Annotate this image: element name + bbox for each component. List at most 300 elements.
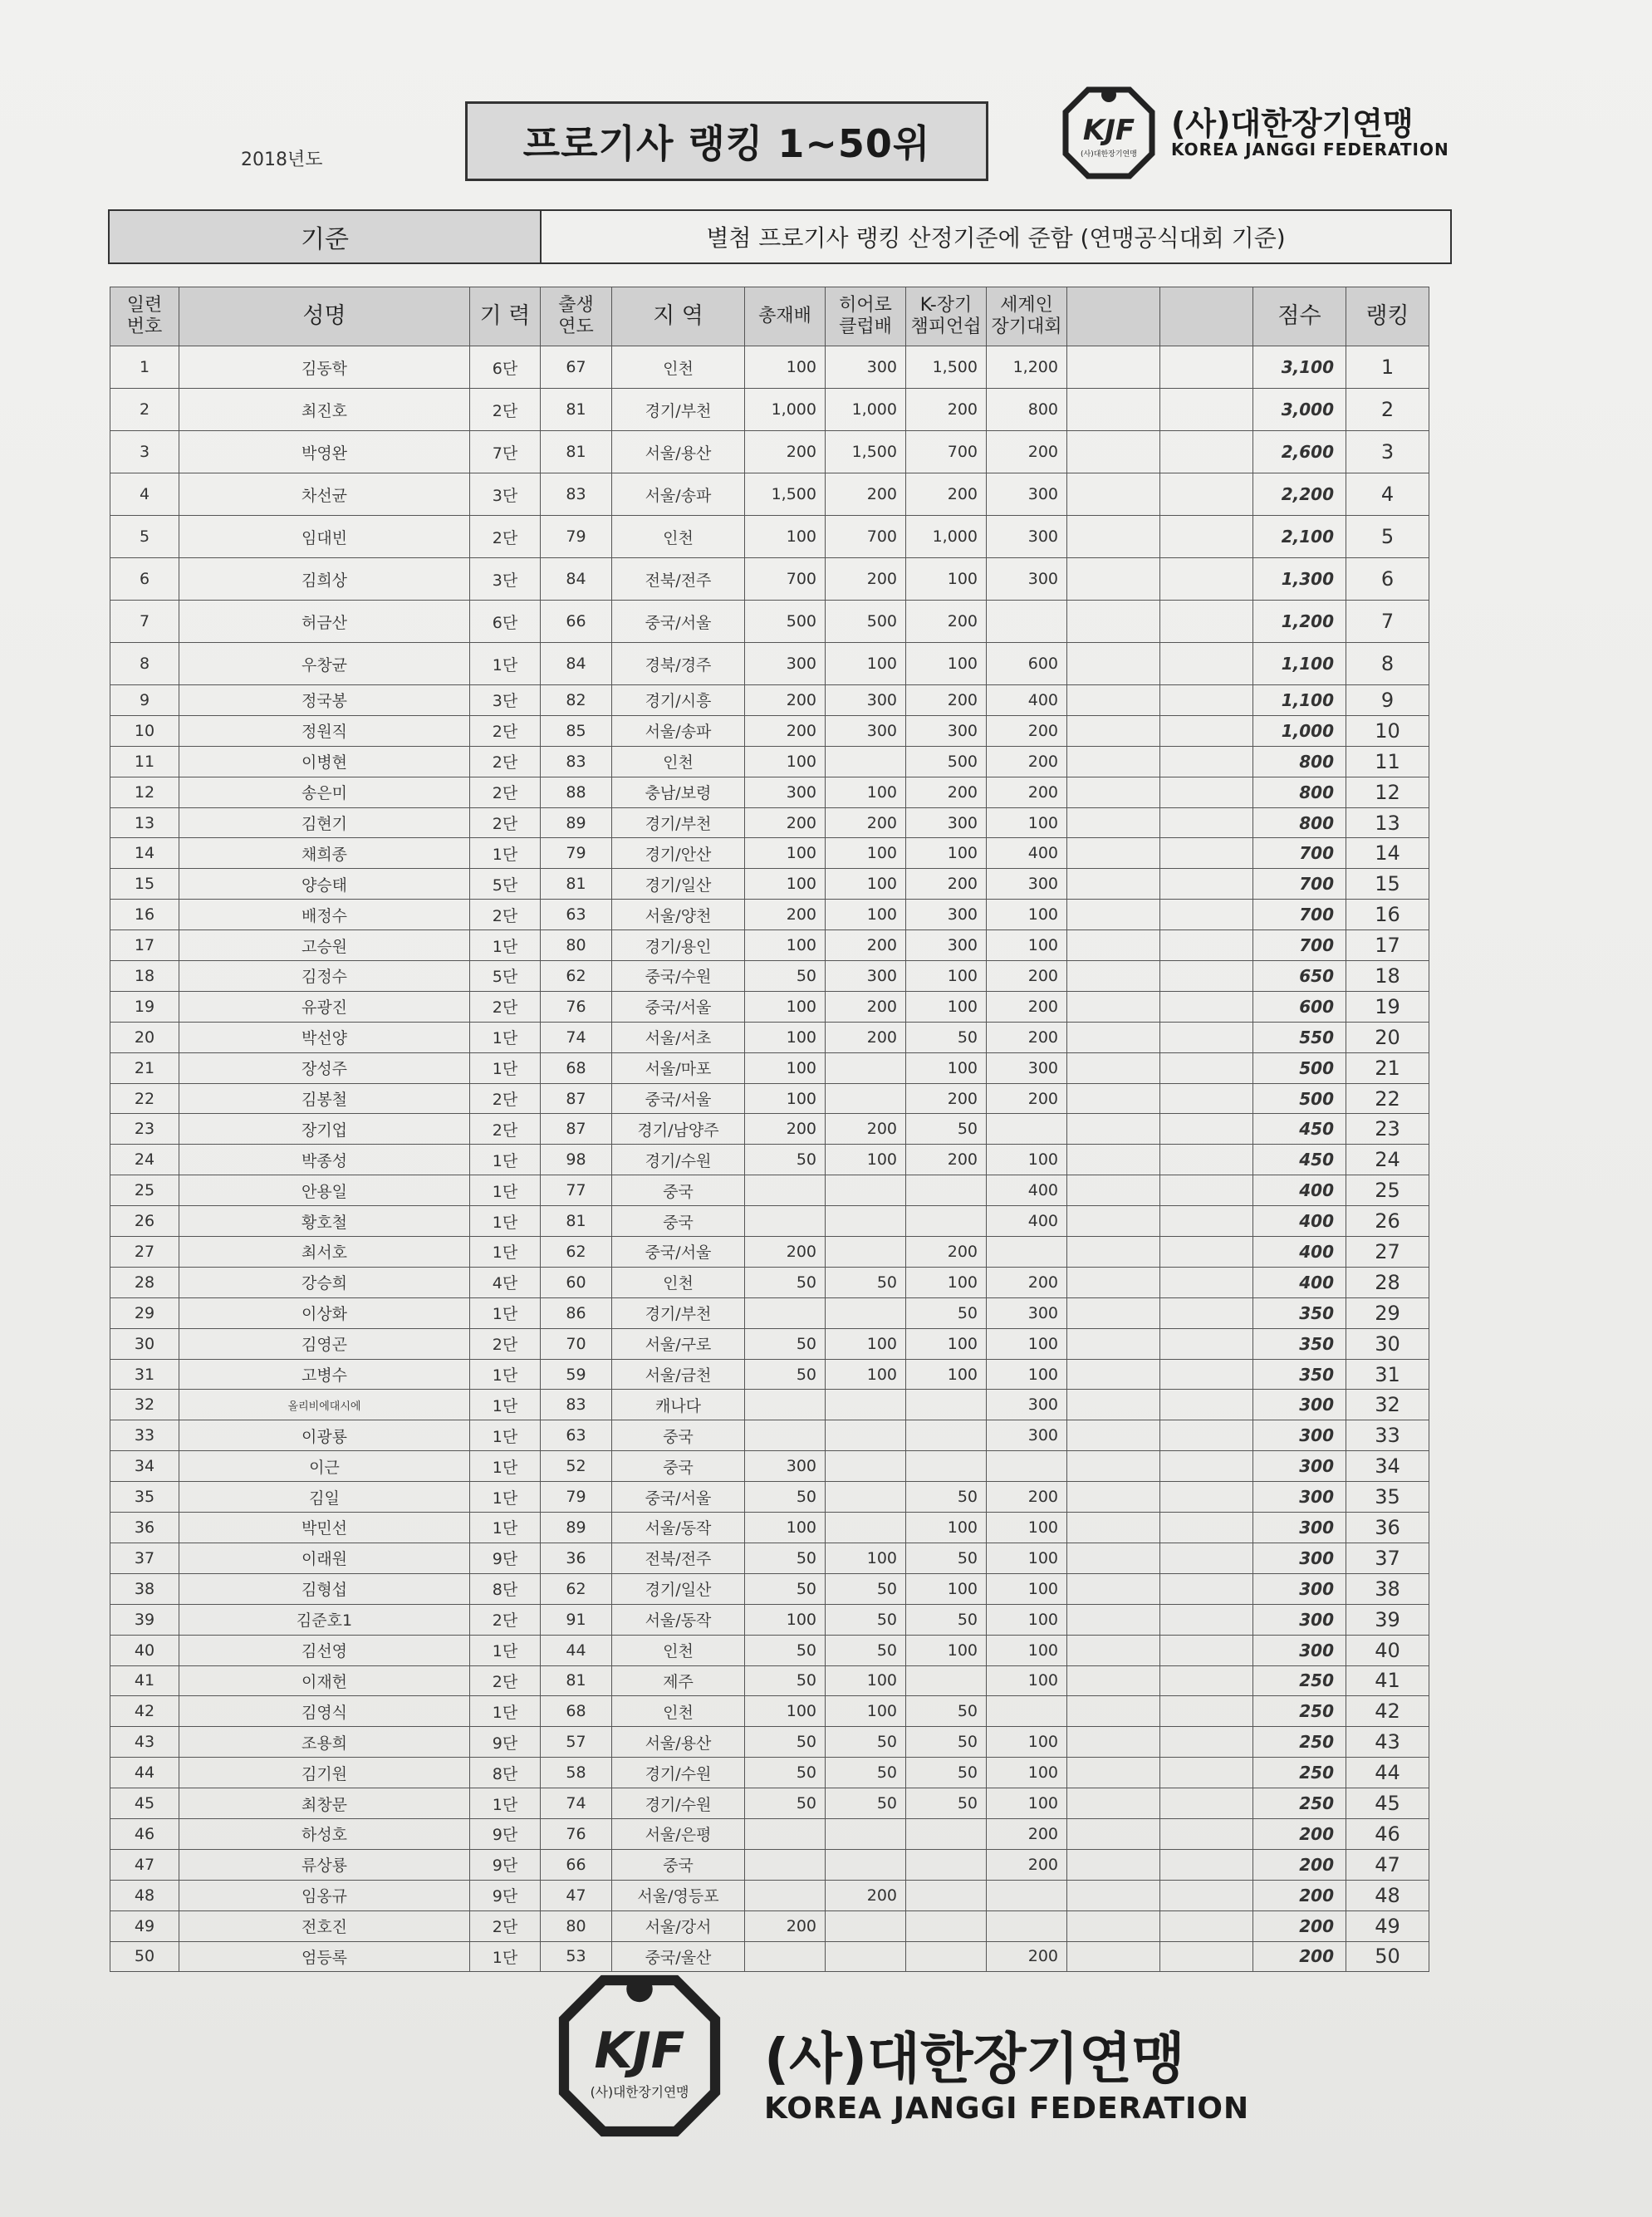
cell-ch1 xyxy=(745,1175,826,1206)
cell-name: 황호철 xyxy=(179,1206,470,1237)
cell-empty-2 xyxy=(1160,900,1253,930)
cell-no: 29 xyxy=(110,1297,179,1328)
cell-no: 26 xyxy=(110,1206,179,1237)
cell-career: 9단 xyxy=(470,1849,541,1880)
cell-empty-2 xyxy=(1160,601,1253,643)
cell-name: 이재헌 xyxy=(179,1665,470,1696)
cell-no: 42 xyxy=(110,1696,179,1727)
cell-ch2: 50 xyxy=(826,1727,906,1758)
cell-ch4: 100 xyxy=(987,1788,1067,1819)
cell-empty-2 xyxy=(1160,1635,1253,1665)
cell-no: 22 xyxy=(110,1083,179,1114)
cell-empty-2 xyxy=(1160,1267,1253,1297)
cell-ch4: 200 xyxy=(987,961,1067,992)
cell-empty-2 xyxy=(1160,1482,1253,1513)
kjf-logo-bottom xyxy=(552,1969,1275,2147)
cell-ch1: 50 xyxy=(745,1573,826,1604)
cell-score: 1,100 xyxy=(1253,685,1346,716)
cell-ch1: 50 xyxy=(745,1727,826,1758)
cell-ch2 xyxy=(826,1206,906,1237)
cell-ch1: 200 xyxy=(745,807,826,838)
cell-career: 3단 xyxy=(470,558,541,601)
cell-no: 10 xyxy=(110,715,179,746)
table-row xyxy=(110,1849,1429,1880)
cell-ch3: 200 xyxy=(906,1237,987,1268)
cell-ch1: 700 xyxy=(745,558,826,601)
table-row xyxy=(110,900,1429,930)
cell-ch4: 100 xyxy=(987,1635,1067,1665)
cell-empty-2 xyxy=(1160,1758,1253,1788)
cell-birth: 86 xyxy=(541,1297,612,1328)
cell-empty-2 xyxy=(1160,838,1253,869)
cell-birth: 83 xyxy=(541,1390,612,1420)
cell-rank: 42 xyxy=(1346,1696,1429,1727)
cell-empty-2 xyxy=(1160,1849,1253,1880)
cell-region: 인천 xyxy=(612,516,745,558)
cell-no: 50 xyxy=(110,1941,179,1972)
cell-no: 21 xyxy=(110,1052,179,1083)
cell-ch2: 50 xyxy=(826,1604,906,1635)
cell-birth: 62 xyxy=(541,1573,612,1604)
cell-ch3: 200 xyxy=(906,1145,987,1175)
cell-region: 서울/구로 xyxy=(612,1328,745,1359)
table-header-row xyxy=(110,287,1429,346)
cell-no: 41 xyxy=(110,1665,179,1696)
cell-career: 5단 xyxy=(470,961,541,992)
cell-score: 700 xyxy=(1253,930,1346,961)
cell-region: 서울/용산 xyxy=(612,1727,745,1758)
cell-birth: 81 xyxy=(541,431,612,473)
cell-rank: 4 xyxy=(1346,473,1429,516)
cell-no: 49 xyxy=(110,1910,179,1941)
cell-name: 김동학 xyxy=(179,346,470,389)
cell-no: 28 xyxy=(110,1267,179,1297)
cell-ch2: 50 xyxy=(826,1758,906,1788)
cell-birth: 60 xyxy=(541,1267,612,1297)
cell-birth: 79 xyxy=(541,516,612,558)
cell-region: 전북/전주 xyxy=(612,558,745,601)
cell-region: 경기/안산 xyxy=(612,838,745,869)
cell-career: 1단 xyxy=(470,1635,541,1665)
cell-career: 4단 xyxy=(470,1267,541,1297)
cell-ch2: 50 xyxy=(826,1788,906,1819)
cell-career: 1단 xyxy=(470,1696,541,1727)
cell-ch3 xyxy=(906,1175,987,1206)
table-row xyxy=(110,1482,1429,1513)
cell-no: 3 xyxy=(110,431,179,473)
cell-empty-2 xyxy=(1160,1328,1253,1359)
table-row xyxy=(110,1359,1429,1390)
cell-score: 300 xyxy=(1253,1390,1346,1420)
cell-career: 1단 xyxy=(470,1237,541,1268)
cell-rank: 19 xyxy=(1346,991,1429,1022)
table-row xyxy=(110,1420,1429,1451)
cell-empty-1 xyxy=(1067,1328,1160,1359)
cell-ch3 xyxy=(906,1910,987,1941)
cell-ch4: 100 xyxy=(987,1665,1067,1696)
cell-ch3: 50 xyxy=(906,1727,987,1758)
cell-empty-2 xyxy=(1160,1052,1253,1083)
cell-birth: 77 xyxy=(541,1175,612,1206)
cell-no: 48 xyxy=(110,1880,179,1910)
cell-birth: 84 xyxy=(541,643,612,685)
cell-region: 서울/금천 xyxy=(612,1359,745,1390)
cell-name: 김정수 xyxy=(179,961,470,992)
cell-ch4: 100 xyxy=(987,1543,1067,1573)
cell-empty-2 xyxy=(1160,1727,1253,1758)
cell-name: 최서호 xyxy=(179,1237,470,1268)
cell-empty-1 xyxy=(1067,389,1160,431)
cell-career: 2단 xyxy=(470,389,541,431)
cell-rank: 1 xyxy=(1346,346,1429,389)
cell-career: 1단 xyxy=(470,1513,541,1543)
cell-no: 6 xyxy=(110,558,179,601)
cell-empty-2 xyxy=(1160,1573,1253,1604)
cell-empty-1 xyxy=(1067,838,1160,869)
cell-score: 700 xyxy=(1253,900,1346,930)
cell-career: 1단 xyxy=(470,1022,541,1052)
cell-ch3: 300 xyxy=(906,807,987,838)
cell-no: 35 xyxy=(110,1482,179,1513)
cell-ch3: 100 xyxy=(906,1635,987,1665)
cell-score: 200 xyxy=(1253,1818,1346,1849)
table-row xyxy=(110,1788,1429,1819)
cell-no: 40 xyxy=(110,1635,179,1665)
cell-ch2: 100 xyxy=(826,1359,906,1390)
cell-ch3 xyxy=(906,1880,987,1910)
cell-name: 임옹규 xyxy=(179,1880,470,1910)
table-row xyxy=(110,746,1429,777)
cell-region: 중국 xyxy=(612,1420,745,1451)
cell-no: 33 xyxy=(110,1420,179,1451)
table-row xyxy=(110,1297,1429,1328)
cell-name: 박선양 xyxy=(179,1022,470,1052)
cell-ch2 xyxy=(826,1297,906,1328)
cell-empty-2 xyxy=(1160,1604,1253,1635)
table-row xyxy=(110,1145,1429,1175)
cell-empty-2 xyxy=(1160,1543,1253,1573)
table-row xyxy=(110,1022,1429,1052)
cell-score: 650 xyxy=(1253,961,1346,992)
cell-career: 2단 xyxy=(470,746,541,777)
header-empty-1 xyxy=(1067,287,1160,346)
cell-no: 44 xyxy=(110,1758,179,1788)
cell-no: 18 xyxy=(110,961,179,992)
cell-empty-2 xyxy=(1160,961,1253,992)
cell-region: 경기/용인 xyxy=(612,930,745,961)
cell-score: 3,000 xyxy=(1253,389,1346,431)
cell-empty-2 xyxy=(1160,1788,1253,1819)
cell-score: 450 xyxy=(1253,1145,1346,1175)
table-row xyxy=(110,1175,1429,1206)
cell-career: 1단 xyxy=(470,1052,541,1083)
cell-rank: 17 xyxy=(1346,930,1429,961)
cell-ch2: 100 xyxy=(826,869,906,900)
cell-empty-1 xyxy=(1067,1237,1160,1268)
cell-ch2: 100 xyxy=(826,838,906,869)
cell-career: 2단 xyxy=(470,1114,541,1145)
cell-score: 550 xyxy=(1253,1022,1346,1052)
table-row xyxy=(110,1267,1429,1297)
cell-score: 400 xyxy=(1253,1175,1346,1206)
cell-empty-1 xyxy=(1067,1267,1160,1297)
cell-no: 46 xyxy=(110,1818,179,1849)
cell-name: 송은미 xyxy=(179,777,470,807)
logo-name-bottom: (사)대한장기연맹 xyxy=(764,2027,1185,2091)
ranking-table-body xyxy=(110,346,1429,1972)
cell-ch2 xyxy=(826,1910,906,1941)
cell-rank: 13 xyxy=(1346,807,1429,838)
cell-ch1: 50 xyxy=(745,1665,826,1696)
cell-ch3: 200 xyxy=(906,777,987,807)
cell-ch3: 1,000 xyxy=(906,516,987,558)
cell-name: 하성호 xyxy=(179,1818,470,1849)
cell-ch2: 100 xyxy=(826,643,906,685)
cell-birth: 62 xyxy=(541,1237,612,1268)
cell-score: 250 xyxy=(1253,1788,1346,1819)
cell-no: 34 xyxy=(110,1451,179,1482)
cell-career: 8단 xyxy=(470,1573,541,1604)
cell-name: 이병현 xyxy=(179,746,470,777)
cell-ch1: 50 xyxy=(745,1145,826,1175)
ranking-table xyxy=(110,287,1429,1972)
table-row xyxy=(110,1052,1429,1083)
cell-ch2: 100 xyxy=(826,1328,906,1359)
cell-career: 6단 xyxy=(470,601,541,643)
header-ch4: 세계인 장기대회 xyxy=(987,287,1067,346)
cell-birth: 58 xyxy=(541,1758,612,1788)
cell-ch4: 400 xyxy=(987,838,1067,869)
cell-ch3: 100 xyxy=(906,1052,987,1083)
cell-no: 13 xyxy=(110,807,179,838)
cell-rank: 26 xyxy=(1346,1206,1429,1237)
cell-ch1: 50 xyxy=(745,1635,826,1665)
cell-career: 8단 xyxy=(470,1758,541,1788)
cell-birth: 66 xyxy=(541,1849,612,1880)
cell-empty-2 xyxy=(1160,389,1253,431)
cell-rank: 39 xyxy=(1346,1604,1429,1635)
cell-ch4: 300 xyxy=(987,1052,1067,1083)
cell-ch3: 1,500 xyxy=(906,346,987,389)
cell-ch1 xyxy=(745,1297,826,1328)
cell-ch4 xyxy=(987,1237,1067,1268)
cell-region: 경기/남양주 xyxy=(612,1114,745,1145)
cell-ch4: 100 xyxy=(987,1145,1067,1175)
cell-empty-1 xyxy=(1067,1114,1160,1145)
cell-ch2: 100 xyxy=(826,777,906,807)
cell-score: 200 xyxy=(1253,1910,1346,1941)
cell-rank: 41 xyxy=(1346,1665,1429,1696)
cell-rank: 33 xyxy=(1346,1420,1429,1451)
cell-ch3: 100 xyxy=(906,1359,987,1390)
cell-career: 1단 xyxy=(470,1390,541,1420)
cell-ch2 xyxy=(826,1513,906,1543)
cell-no: 32 xyxy=(110,1390,179,1420)
cell-rank: 6 xyxy=(1346,558,1429,601)
cell-region: 서울/동작 xyxy=(612,1604,745,1635)
cell-ch3 xyxy=(906,1818,987,1849)
cell-ch2: 100 xyxy=(826,900,906,930)
cell-score: 600 xyxy=(1253,991,1346,1022)
cell-birth: 81 xyxy=(541,389,612,431)
cell-rank: 43 xyxy=(1346,1727,1429,1758)
cell-score: 200 xyxy=(1253,1849,1346,1880)
cell-ch1 xyxy=(745,1818,826,1849)
cell-career: 1단 xyxy=(470,1297,541,1328)
cell-empty-1 xyxy=(1067,1910,1160,1941)
cell-ch4: 200 xyxy=(987,746,1067,777)
cell-ch1: 100 xyxy=(745,1083,826,1114)
cell-name: 우창균 xyxy=(179,643,470,685)
cell-name: 안용일 xyxy=(179,1175,470,1206)
cell-career: 5단 xyxy=(470,869,541,900)
cell-ch4: 300 xyxy=(987,1390,1067,1420)
cell-empty-2 xyxy=(1160,746,1253,777)
cell-ch4: 100 xyxy=(987,1359,1067,1390)
cell-name: 정원직 xyxy=(179,715,470,746)
cell-ch3 xyxy=(906,1451,987,1482)
cell-ch3: 100 xyxy=(906,1267,987,1297)
cell-name: 최창문 xyxy=(179,1788,470,1819)
cell-region: 서울/송파 xyxy=(612,473,745,516)
cell-ch4: 200 xyxy=(987,431,1067,473)
cell-birth: 87 xyxy=(541,1114,612,1145)
cell-ch1: 50 xyxy=(745,961,826,992)
table-row xyxy=(110,1941,1429,1972)
table-row xyxy=(110,869,1429,900)
cell-empty-1 xyxy=(1067,473,1160,516)
cell-empty-2 xyxy=(1160,1390,1253,1420)
cell-rank: 35 xyxy=(1346,1482,1429,1513)
cell-rank: 49 xyxy=(1346,1910,1429,1941)
cell-name: 정국봉 xyxy=(179,685,470,716)
cell-ch3 xyxy=(906,1849,987,1880)
cell-region: 경기/수원 xyxy=(612,1145,745,1175)
cell-rank: 12 xyxy=(1346,777,1429,807)
cell-empty-1 xyxy=(1067,1022,1160,1052)
cell-name: 박민선 xyxy=(179,1513,470,1543)
cell-no: 45 xyxy=(110,1788,179,1819)
cell-empty-1 xyxy=(1067,1083,1160,1114)
cell-score: 700 xyxy=(1253,869,1346,900)
cell-rank: 45 xyxy=(1346,1788,1429,1819)
cell-score: 500 xyxy=(1253,1083,1346,1114)
cell-empty-1 xyxy=(1067,1052,1160,1083)
cell-ch1 xyxy=(745,1880,826,1910)
cell-score: 350 xyxy=(1253,1297,1346,1328)
cell-ch3: 50 xyxy=(906,1022,987,1052)
cell-career: 2단 xyxy=(470,1910,541,1941)
cell-ch3: 200 xyxy=(906,869,987,900)
cell-score: 250 xyxy=(1253,1665,1346,1696)
cell-region: 인천 xyxy=(612,1267,745,1297)
cell-empty-1 xyxy=(1067,1420,1160,1451)
cell-ch2: 100 xyxy=(826,1696,906,1727)
logo-english-bottom: KOREA JANGGI FEDERATION xyxy=(764,2092,1250,2126)
cell-birth: 70 xyxy=(541,1328,612,1359)
cell-ch4: 100 xyxy=(987,1573,1067,1604)
cell-ch2: 1,500 xyxy=(826,431,906,473)
cell-score: 350 xyxy=(1253,1359,1346,1390)
cell-name: 김준호1 xyxy=(179,1604,470,1635)
cell-birth: 59 xyxy=(541,1359,612,1390)
cell-no: 12 xyxy=(110,777,179,807)
cell-ch1: 100 xyxy=(745,1696,826,1727)
cell-empty-2 xyxy=(1160,715,1253,746)
cell-ch2: 50 xyxy=(826,1573,906,1604)
cell-empty-2 xyxy=(1160,1420,1253,1451)
cell-rank: 10 xyxy=(1346,715,1429,746)
cell-name: 임대빈 xyxy=(179,516,470,558)
cell-empty-1 xyxy=(1067,869,1160,900)
cell-empty-1 xyxy=(1067,685,1160,716)
cell-ch3: 200 xyxy=(906,685,987,716)
cell-ch2: 300 xyxy=(826,346,906,389)
cell-region: 중국 xyxy=(612,1849,745,1880)
cell-score: 500 xyxy=(1253,1052,1346,1083)
cell-empty-2 xyxy=(1160,869,1253,900)
cell-ch2 xyxy=(826,1941,906,1972)
cell-name: 김영식 xyxy=(179,1696,470,1727)
cell-region: 중국 xyxy=(612,1451,745,1482)
cell-empty-1 xyxy=(1067,1758,1160,1788)
cell-ch4: 200 xyxy=(987,1818,1067,1849)
cell-career: 9단 xyxy=(470,1818,541,1849)
table-row xyxy=(110,1513,1429,1543)
cell-score: 250 xyxy=(1253,1727,1346,1758)
cell-career: 9단 xyxy=(470,1727,541,1758)
cell-region: 중국/서울 xyxy=(612,1083,745,1114)
cell-no: 7 xyxy=(110,601,179,643)
header-no: 일련 번호 xyxy=(110,287,179,346)
cell-ch3: 100 xyxy=(906,838,987,869)
cell-no: 43 xyxy=(110,1727,179,1758)
cell-name: 조용희 xyxy=(179,1727,470,1758)
cell-empty-2 xyxy=(1160,1880,1253,1910)
table-row xyxy=(110,1727,1429,1758)
cell-career: 2단 xyxy=(470,1328,541,1359)
cell-empty-2 xyxy=(1160,1022,1253,1052)
cell-empty-2 xyxy=(1160,1083,1253,1114)
cell-ch1: 500 xyxy=(745,601,826,643)
cell-ch1: 200 xyxy=(745,431,826,473)
cell-birth: 36 xyxy=(541,1543,612,1573)
cell-ch3: 300 xyxy=(906,715,987,746)
cell-no: 17 xyxy=(110,930,179,961)
header-name: 성명 xyxy=(179,287,470,346)
cell-ch3: 50 xyxy=(906,1543,987,1573)
cell-ch4: 300 xyxy=(987,869,1067,900)
page-title: 프로기사 랭킹 1~50위 xyxy=(465,101,988,181)
cell-ch1: 200 xyxy=(745,685,826,716)
cell-ch1: 100 xyxy=(745,746,826,777)
cell-birth: 89 xyxy=(541,1513,612,1543)
cell-ch1: 1,000 xyxy=(745,389,826,431)
cell-empty-1 xyxy=(1067,1573,1160,1604)
cell-career: 3단 xyxy=(470,473,541,516)
cell-rank: 44 xyxy=(1346,1758,1429,1788)
cell-score: 700 xyxy=(1253,838,1346,869)
cell-ch4: 300 xyxy=(987,1297,1067,1328)
cell-ch4: 300 xyxy=(987,558,1067,601)
cell-career: 1단 xyxy=(470,1175,541,1206)
cell-career: 1단 xyxy=(470,1420,541,1451)
table-row xyxy=(110,777,1429,807)
cell-birth: 91 xyxy=(541,1604,612,1635)
cell-ch4: 400 xyxy=(987,1206,1067,1237)
criteria-text: 별첨 프로기사 랭킹 산정기준에 준함 (연맹공식대회 기준) xyxy=(706,224,1286,252)
cell-score: 800 xyxy=(1253,777,1346,807)
